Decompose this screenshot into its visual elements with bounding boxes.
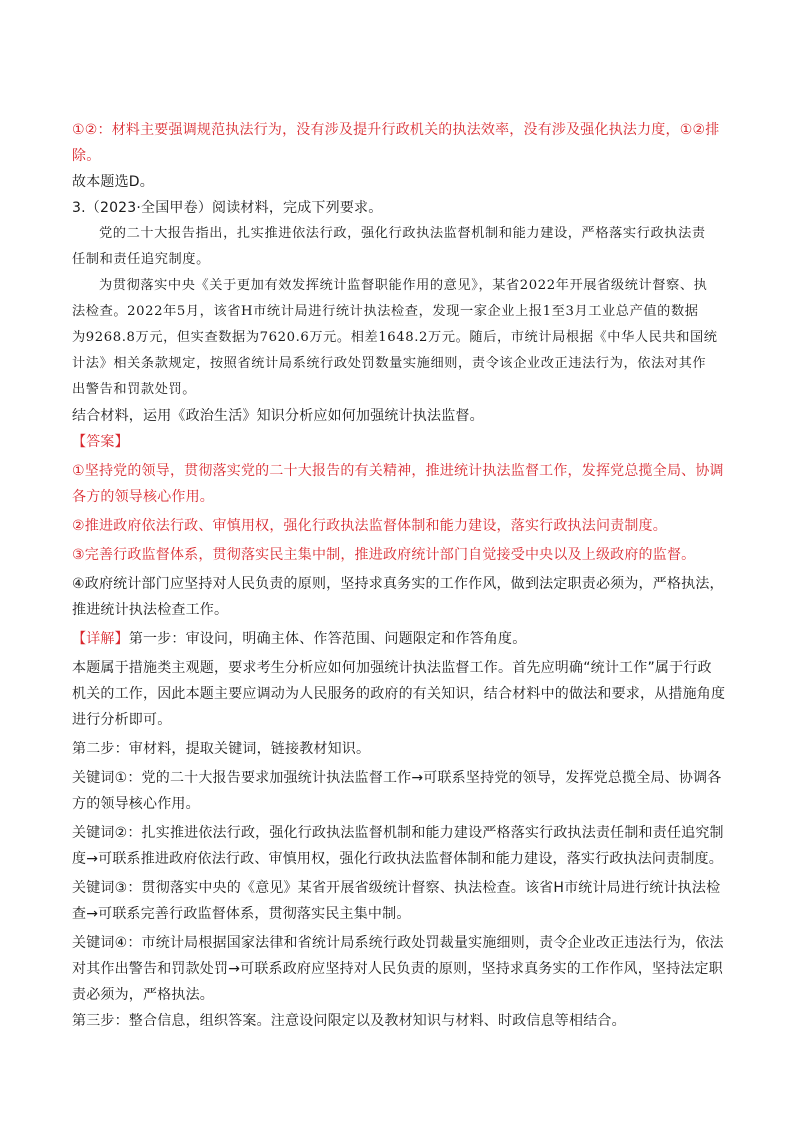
prev-analysis-line-1: ①②：材料主要强调规范执法行为，没有涉及提升行政机关的执法效率，没有涉及强化执法力度，①②排: [72, 122, 720, 138]
keyword-4-line-3: 责必须为，严格执法。: [72, 987, 214, 1003]
answer-point-4-line-1: ④政府统计部门应坚持对人民负责的原则，坚持求真务实的工作作风，做到法定职责必须为，严格执法，: [72, 576, 724, 592]
keyword-2-line-1: 关键词②：扎实推进依法行政，强化行政执法监督机制和能力建设严格落实行政执法责任制和责任追究制: [72, 825, 724, 841]
question-prompt: 结合材料，运用《政治生活》知识分析应如何加强统计执法监督。: [72, 408, 484, 424]
material-p1-line-2: 任制和责任追究制度。: [72, 252, 210, 267]
prev-conclusion: 故本题选D。: [72, 174, 154, 190]
keyword-1-line-1: 关键词①：党的二十大报告要求加强统计执法监督工作→可联系坚持党的领导，发挥党总揽全局、协调各: [72, 770, 722, 786]
material-p2-line-3: 为9268.8万元，但实查数据为7620.6万元。相差1648.2万元。随后，市统计局根据《中华人民共和国统: [72, 330, 718, 345]
detail-label: 【详解】: [72, 631, 129, 647]
prev-analysis-line-2: 除。: [72, 148, 101, 164]
material-p2-line-1: 为贯彻落实中央《关于更加有效发挥统计监督职能作用的意见》，某省2022年开展省级统计督察、执: [99, 278, 708, 293]
answer-point-1-line-1: ①坚持党的领导，贯彻落实党的二十大报告的有关精神，推进统计执法监督工作，发挥党总揽全局、协调: [72, 463, 724, 479]
detail-para-1-line-2: 机关的工作，因此本题主要应调动为人民服务的政府的有关知识，结合材料中的做法和要求，从措施角度: [72, 686, 726, 702]
detail-para-1-line-1: 本题属于措施类主观题，要求考生分析应如何加强统计执法监督工作。首先应明确“统计工作”属于行政: [72, 660, 712, 676]
answer-point-3: ③完善行政监督体系，贯彻落实民主集中制，推进政府统计部门自觉接受中央以及上级政府的监督。: [72, 547, 696, 563]
detail-para-1-line-3: 进行分析即可。: [72, 712, 172, 728]
material-p2-line-2: 法检查。2022年5月，该省H市统计局进行统计执法检查，发现一家企业上报1至3月工业总产值的数据: [72, 304, 699, 319]
keyword-3-line-1: 关键词③：贯彻落实中央的《意见》某省开展省级统计督察、执法检查。该省H市统计局进行统计执法检: [72, 880, 721, 896]
keyword-2-line-2: 度→可联系推进政府依法行政、审慎用权，强化行政执法监督体制和能力建设，落实行政执法问责制度。: [72, 851, 723, 867]
answer-label: 【答案】: [72, 434, 129, 450]
detail-step-3: 第三步：整合信息，组织答案。注意设问限定以及教材知识与材料、时政信息等相结合。: [72, 1013, 626, 1029]
answer-point-4-line-2: 推进统计执法检查工作。: [72, 602, 229, 618]
detail-step-1-text: 第一步：审设问，明确主体、作答范围、问题限定和作答角度。: [128, 631, 527, 647]
material-p2-line-5: 出警告和罚款处罚。: [72, 382, 197, 397]
keyword-3-line-2: 查→可联系完善行政监督体系，贯彻落实民主集中制。: [72, 906, 411, 922]
detail-step-2: 第二步：审材料，提取关键词，链接教材知识。: [72, 741, 371, 757]
material-p2-line-4: 计法》相关条款规定，按照省统计局系统行政处罚数量实施细则，责令该企业改正违法行为，依法对其作: [72, 356, 707, 371]
keyword-4-line-1: 关键词④：市统计局根据国家法律和省统计局系统行政处罚裁量实施细则，责令企业改正违法行为，依法: [72, 935, 724, 951]
material-p1-line-1: 党的二十大报告指出，扎实推进依法行政，强化行政执法监督机制和能力建设，严格落实行政执法责: [99, 226, 706, 241]
keyword-4-line-2: 对其作出警告和罚款处罚→可联系政府应坚持对人民负责的原则，坚持求真务实的工作作风，坚持法定职: [72, 961, 723, 977]
answer-point-1-line-2: 各方的领导核心作用。: [72, 489, 214, 505]
document-page: [72, 117, 726, 1034]
question-header: 3.（2023·全国甲卷）阅读材料，完成下列要求。: [72, 200, 383, 216]
detail-step-1: [72, 626, 722, 652]
keyword-1-line-2: 方的领导核心作用。: [72, 796, 200, 812]
answer-point-2: ②推进政府依法行政、审慎用权，强化行政执法监督体制和能力建设，落实行政执法问责制度。: [72, 518, 667, 534]
